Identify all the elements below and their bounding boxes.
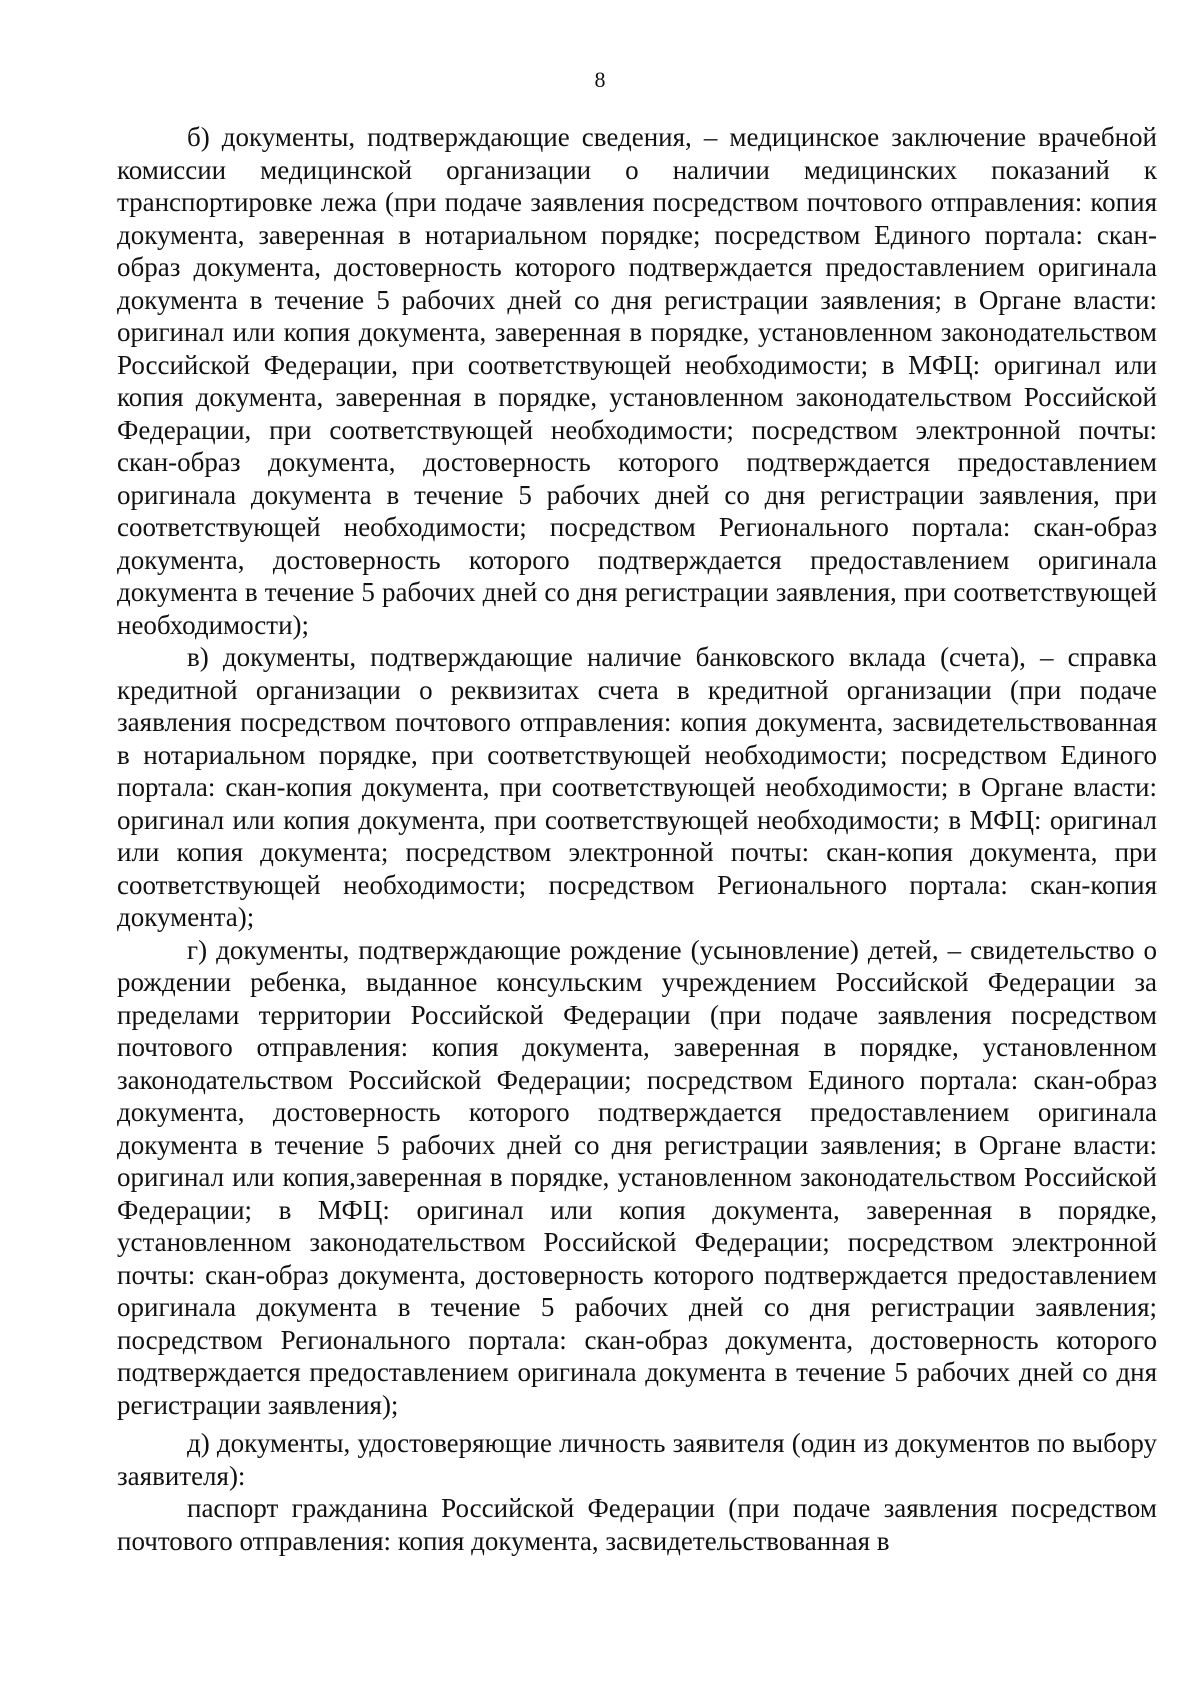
paragraph-g-birth-certificate: г) документы, подтверждающие рождение (усыновление) детей, – свидетельство о рождении ребенка, выданное консульским учреждением Российской Федерации за пределами территории Российской Федерации (при подаче заявления посредством почтового отправления: копия документа, заверенная в порядке, установленном законодательством Российской Федерации; посредством Единого портала: скан-образ документа, достоверность которого подтверждается предоставлением оригинала документа в течение 5 рабочих дней со дня регистрации заявления; в Органе власти: оригинал или копия,заверенная в порядке, установленном законодательством Российской Федерации; в МФЦ: оригинал или копия документа, заверенная в порядке, установленном законодательством Российской Федерации; посредством электронной почты: скан-образ документа, достоверность которого подтверждается предоставлением оригинала документа в течение 5 рабочих дней со дня регистрации заявления; посредством Регионального портала: скан-образ документа, достоверность которого подтверждается предоставлением оригинала документа в течение 5 рабочих дней со дня регистрации заявления); [117,934,1157,1420]
page-number: 8 [594,67,606,92]
paragraph-b-medical-conclusion: б) документы, подтверждающие сведения, – медицинское заключение врачебной комиссии медицинской организации о наличии медицинских показаний к транспортировке лежа (при подаче заявления посредством почтового отправления: копия документа, заверенная в нотариальном порядке; посредством Единого портала: скан-образ документа, достоверность которого подтверждается предоставлением оригинала документа в течение 5 рабочих дней со дня регистрации заявления; в Органе власти: оригинал или копия документа, заверенная в порядке, установленном законодательством Российской Федерации, при соответствующей необходимости; в МФЦ: оригинал или копия документа, заверенная в порядке, установленном законодательством Российской Федерации, при соответствующей необходимости; посредством электронной почты: скан-образ документа, достоверность которого подтверждается предоставлением оригинала документа в течение 5 рабочих дней со дня регистрации заявления, при соответствующей необходимости; посредством Регионального портала: скан-образ документа, достоверность которого подтверждается предоставлением оригинала документа в течение 5 рабочих дней со дня регистрации заявления, при соответствующей необходимости); [117,122,1157,640]
paragraph-passport: паспорт гражданина Российской Федерации (при подаче заявления посредством почтового отправления: копия документа, засвидетельствованная в [117,1493,1157,1556]
document-body [117,121,1157,1557]
paragraph-d-identity-documents: д) документы, удостоверяющие личность заявителя (один из документов по выбору заявителя): [117,1428,1157,1491]
paragraph-v-bank-account: в) документы, подтверждающие наличие банковского вклада (счета), – справка кредитной организации о реквизитах счета в кредитной организации (при подаче заявления посредством почтового отправления: копия документа, засвидетельствованная в нотариальном порядке, при соответствующей необходимости; посредством Единого портала: скан-копия документа, при соответствующей необходимости; в Органе власти: оригинал или копия документа, при соответствующей необходимости; в МФЦ: оригинал или копия документа; посредством электронной почты: скан-копия документа, при соответствующей необходимости; посредством Регионального портала: скан-копия документа); [117,642,1157,932]
